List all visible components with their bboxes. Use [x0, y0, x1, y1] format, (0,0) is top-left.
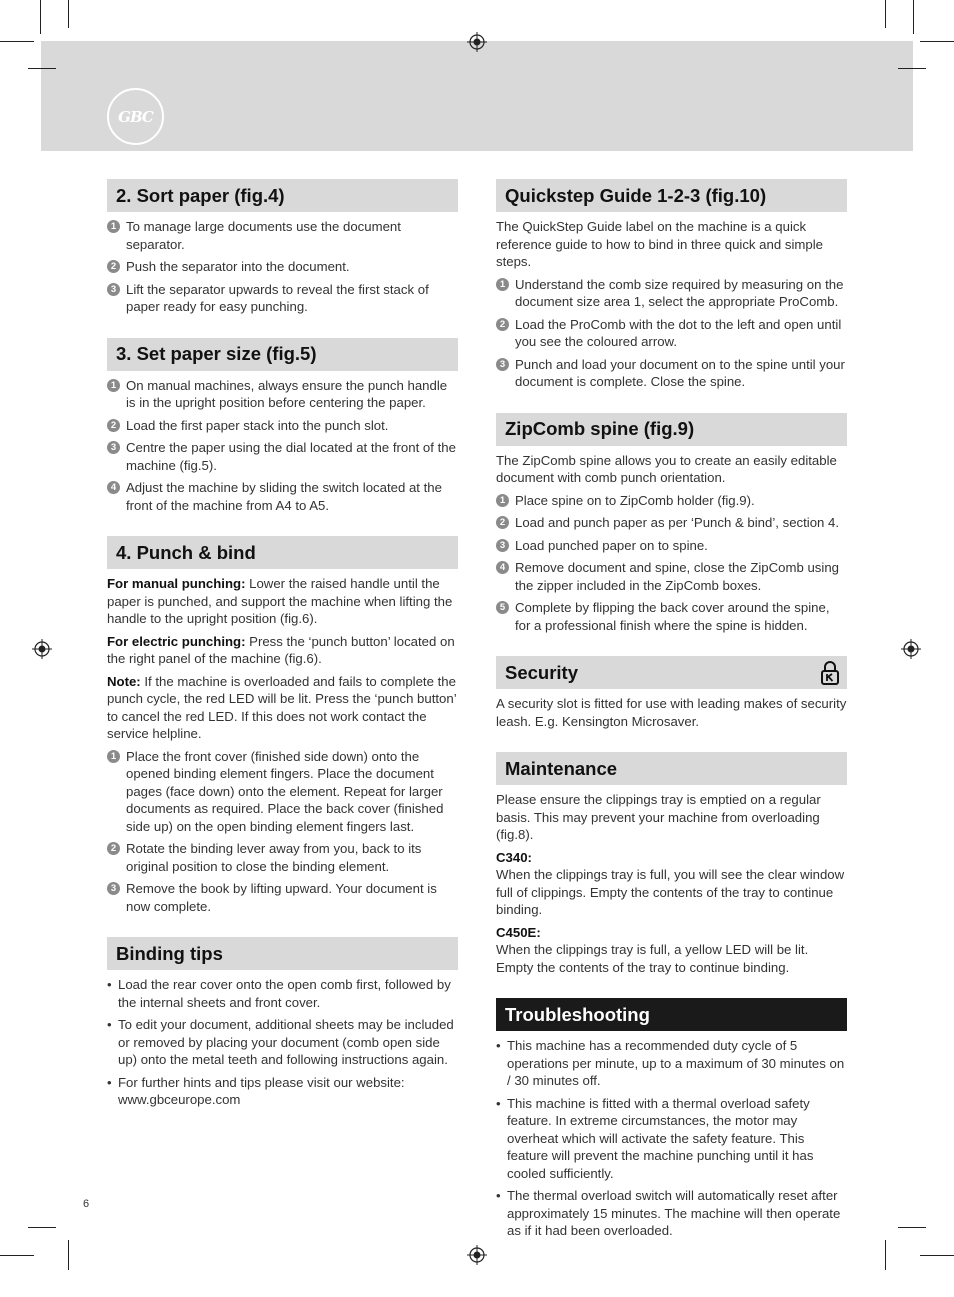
list-item-text: Load and punch paper as per ‘Punch & bind’, section 4. — [515, 515, 840, 530]
step-number-badge: 2 — [107, 842, 120, 855]
section-maintenance — [496, 752, 847, 976]
section-heading — [107, 179, 458, 212]
crop-mark — [0, 1255, 34, 1256]
bullet-dot: • — [496, 1188, 501, 1203]
gbc-logo: GBC — [107, 88, 164, 145]
bullet-item — [496, 1037, 847, 1090]
section-heading — [107, 536, 458, 569]
paragraph-text: The QuickStep Guide label on the machine is a quick reference guide to how to bind in three quick and simple steps. — [496, 219, 823, 269]
section-heading — [496, 413, 847, 446]
list-item-text: Rotate the binding lever away from you, back to its original position to close the binding element. — [126, 841, 422, 874]
list-item-text: To manage large documents use the document separator. — [126, 219, 401, 252]
section-body — [496, 785, 847, 976]
section-title: Troubleshooting — [505, 1003, 650, 1025]
section-troubleshooting — [496, 998, 847, 1240]
step-number-badge: 1 — [107, 379, 120, 392]
paragraph-label: Note: — [107, 673, 141, 689]
bullet-text: The thermal overload switch will automatically reset after approximately 15 minutes. The machine will then operate as if it had been overloaded. — [507, 1188, 841, 1238]
section-body — [107, 970, 458, 1109]
section-set-paper-size — [107, 338, 458, 515]
list-item-text: Push the separator into the document. — [126, 259, 350, 274]
crop-mark — [0, 41, 34, 42]
section-title: 3. Set paper size (fig.5) — [116, 343, 317, 364]
section-heading — [496, 998, 847, 1031]
step-number-badge: 2 — [107, 419, 120, 432]
step-number-badge: 2 — [496, 318, 509, 331]
list-item-text: Lift the separator upwards to reveal the first stack of paper ready for easy punching. — [126, 281, 429, 314]
step-number-badge: 4 — [107, 481, 120, 494]
step-number-badge: 1 — [496, 494, 509, 507]
paragraph-label: For electric punching: — [107, 633, 246, 649]
section-title: Quickstep Guide 1-2-3 (fig.10) — [505, 184, 767, 206]
paragraph — [107, 575, 458, 628]
paragraph — [496, 218, 847, 271]
paragraph-label: C450E: — [496, 924, 541, 940]
list-item — [107, 479, 458, 514]
list-item — [496, 492, 847, 510]
list-item — [107, 840, 458, 875]
crop-mark — [885, 0, 886, 28]
registration-mark-icon — [32, 639, 52, 659]
registration-mark-icon — [467, 32, 487, 52]
bullet-dot: • — [107, 1074, 112, 1090]
list-item — [496, 537, 847, 555]
crop-mark — [28, 68, 56, 69]
bullet-item — [107, 976, 458, 1011]
list-item — [107, 281, 458, 316]
right-column — [496, 179, 847, 1262]
paragraph — [496, 791, 847, 844]
list-item-text: Remove document and spine, close the ZipComb using the zipper included in the ZipComb boxes. — [515, 560, 840, 593]
list-item-text: Adjust the machine by sliding the switch located at the front of the machine from A4 to A5. — [126, 480, 442, 513]
section-body — [107, 371, 458, 515]
step-number-badge: 1 — [107, 750, 120, 763]
section-body — [496, 1031, 847, 1240]
bullet-text: Load the rear cover onto the open comb first, followed by the internal sheets and front cover. — [118, 977, 451, 1010]
bullet-item — [107, 1074, 458, 1109]
step-number-badge: 3 — [107, 882, 120, 895]
step-number-badge: 5 — [496, 601, 509, 614]
bullet-dot: • — [496, 1038, 501, 1053]
list-item — [107, 439, 458, 474]
crop-mark — [68, 0, 69, 28]
paragraph — [107, 673, 458, 743]
crop-mark — [898, 68, 926, 69]
bullet-text: This machine is fitted with a thermal overload safety feature. In extreme circumstances, the motor may overheat which will activate the safety feature. This feature will prevent the machine punching until it has cooled sufficiently. — [507, 1095, 814, 1181]
list-item-text: Understand the comb size required by measuring on the document size area 1, select the appropriate ProComb. — [515, 276, 844, 309]
section-sort-paper — [107, 179, 458, 316]
step-number-badge: 3 — [107, 283, 120, 296]
bullet-text: To edit your document, additional sheets may be included or removed by placing your document (comb open side up) onto the metal teeth and following instructions again. — [118, 1017, 454, 1067]
kensington-lock-icon — [819, 660, 841, 686]
bullet-item — [496, 1095, 847, 1183]
numbered-list — [496, 492, 847, 635]
paragraph-text: If the machine is overloaded and fails to complete the punch cycle, the red LED will be lit. Press the ‘punch button’ to cancel the red LED. If this does not work contact the service helpline. — [107, 673, 457, 741]
crop-mark — [898, 1227, 926, 1228]
section-zipcomb — [496, 413, 847, 635]
bullet-list — [107, 976, 458, 1109]
crop-mark — [920, 1255, 954, 1256]
step-number-badge: 3 — [496, 539, 509, 552]
section-body — [107, 569, 458, 915]
list-item — [496, 276, 847, 311]
section-security — [496, 656, 847, 730]
list-item-text: Load the first paper stack into the punch slot. — [126, 417, 389, 433]
numbered-list — [107, 748, 458, 916]
registration-mark-icon — [901, 639, 921, 659]
section-heading — [496, 752, 847, 785]
step-number-badge: 1 — [107, 220, 120, 233]
bullet-dot: • — [107, 1017, 112, 1032]
section-title: Security — [505, 661, 579, 683]
paragraph-text: Please ensure the clippings tray is emptied on a regular basis. This may prevent your machine from overloading (fig.8). — [496, 792, 821, 842]
list-item — [496, 316, 847, 351]
paragraph-label: For manual punching: — [107, 576, 246, 591]
step-number-badge: 2 — [496, 516, 509, 529]
list-item-text: Load punched paper on to spine. — [515, 537, 708, 553]
paragraph — [107, 633, 458, 668]
list-item — [496, 514, 847, 532]
list-item-text: Load the ProComb with the dot to the left and open until you see the coloured arrow. — [515, 316, 842, 349]
list-item-text: Punch and load your document on to the spine until your document is complete. Close the spine. — [515, 356, 845, 389]
paragraph — [496, 849, 847, 919]
bullet-dot: • — [107, 977, 112, 992]
paragraph — [496, 452, 847, 487]
step-number-badge: 2 — [107, 260, 120, 273]
crop-mark — [913, 0, 914, 34]
registration-mark-icon — [467, 1245, 487, 1265]
paragraph-text: Lower the raised handle until the paper is punched, and support the machine when lifting the handle to the upright position (fig.6). — [107, 576, 453, 626]
bullet-text: This machine has a recommended duty cycle of 5 operations per minute, up to a maximum of 30 minutes on / 30 minutes off. — [507, 1038, 845, 1088]
section-heading — [107, 937, 458, 970]
numbered-list — [107, 218, 458, 316]
section-title: Maintenance — [505, 757, 618, 779]
section-heading — [107, 338, 458, 371]
list-item — [107, 748, 458, 836]
paragraph — [496, 695, 847, 730]
section-heading — [496, 179, 847, 212]
paragraph-text: Press the ‘punch button’ located on the right panel of the machine (fig.6). — [107, 633, 455, 666]
bullet-item — [496, 1187, 847, 1240]
crop-mark — [28, 1227, 56, 1228]
list-item-text: Complete by flipping the back cover around the spine, for a professional finish where the spine is hidden. — [515, 600, 830, 633]
bullet-item — [107, 1016, 458, 1069]
step-number-badge: 3 — [496, 358, 509, 371]
bullet-dot: • — [496, 1095, 501, 1111]
crop-mark — [920, 41, 954, 42]
paragraph-text: When the clippings tray is full, a yellow LED will be lit. Empty the contents of the tray to continue binding. — [496, 942, 809, 975]
section-body — [496, 212, 847, 391]
section-body — [496, 446, 847, 635]
paragraph-text: When the clippings tray is full, you will see the clear window full of clippings. Empty the contents of the tray to continue binding. — [496, 867, 845, 917]
list-item — [496, 559, 847, 594]
list-item — [107, 880, 458, 915]
list-item-text: Centre the paper using the dial located at the front of the machine (fig.5). — [126, 440, 456, 473]
list-item — [107, 218, 458, 253]
list-item-text: On manual machines, always ensure the punch handle is in the upright position before centering the paper. — [126, 377, 448, 410]
section-quickstep — [496, 179, 847, 391]
numbered-list — [496, 276, 847, 391]
list-item — [496, 599, 847, 634]
paragraph — [496, 924, 847, 977]
list-item-text: Remove the book by lifting upward. Your document is now complete. — [126, 881, 437, 914]
crop-mark — [68, 1240, 69, 1270]
list-item — [107, 377, 458, 412]
crop-mark — [40, 0, 41, 34]
bullet-list — [496, 1037, 847, 1240]
paragraph-label: C340: — [496, 849, 532, 865]
section-punch-bind — [107, 536, 458, 915]
section-binding-tips — [107, 937, 458, 1109]
bullet-text: For further hints and tips please visit our website: www.gbceurope.com — [118, 1074, 405, 1107]
crop-mark — [885, 1240, 886, 1270]
section-body — [107, 212, 458, 316]
section-title: ZipComb spine (fig.9) — [505, 418, 695, 439]
list-item-text: Place spine on to ZipComb holder (fig.9). — [515, 492, 755, 508]
step-number-badge: 4 — [496, 561, 509, 574]
section-title: Binding tips — [116, 942, 223, 964]
header-band — [41, 41, 913, 151]
step-number-badge: 3 — [107, 441, 120, 454]
list-item — [496, 356, 847, 391]
section-body — [496, 689, 847, 730]
section-title: 4. Punch & bind — [116, 541, 256, 563]
list-item — [107, 258, 458, 276]
step-number-badge: 1 — [496, 278, 509, 291]
section-title: 2. Sort paper (fig.4) — [116, 184, 285, 206]
list-item — [107, 417, 458, 435]
page-number: 6 — [83, 1198, 90, 1210]
list-item-text: Place the front cover (finished side down) onto the opened binding element fingers. Place the document pages (face down) onto the element. Repeat for larger documents as required. Place the back cover (finished side up) on the open binding element fingers last. — [126, 748, 444, 834]
paragraph-text: A security slot is fitted for use with leading makes of security leash. E.g. Kensington Microsaver. — [496, 696, 847, 729]
paragraph-text: The ZipComb spine allows you to create an easily editable document with comb punch orientation. — [496, 452, 837, 485]
numbered-list — [107, 377, 458, 515]
left-column — [107, 179, 458, 1131]
section-heading — [496, 656, 847, 689]
